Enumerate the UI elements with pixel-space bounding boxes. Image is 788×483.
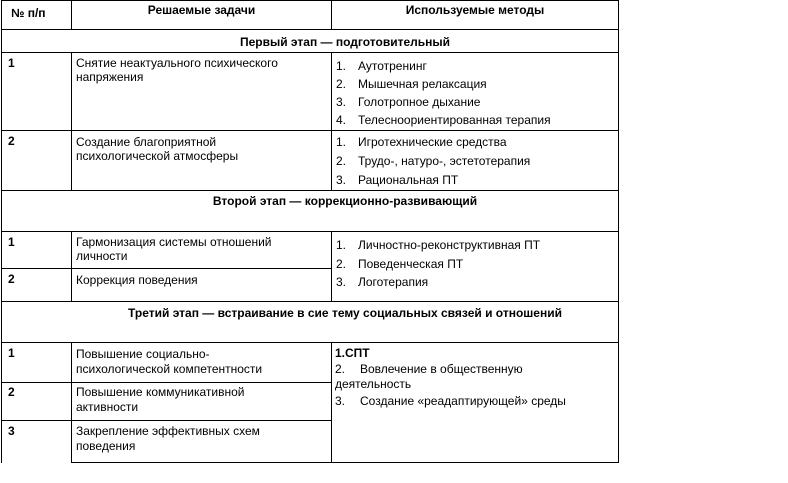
method-number: 1. [336,135,347,149]
method-item: Вовлечение в общественную [360,362,523,376]
row-number: 2 [8,385,15,399]
task-text: поведения [76,439,136,453]
method-number: 3. [336,275,347,289]
method-number: 2. [336,77,347,91]
method-item: 1.СПТ [335,346,370,360]
table-border [331,231,332,302]
task-text: Гармонизация системы отношений [76,235,272,249]
table-border [1,268,331,269]
method-number: 2. [336,257,347,271]
row-number: 3 [8,424,15,438]
task-text: Коррекция поведения [76,273,198,287]
table-border [71,52,72,191]
method-item: Логотерапия [358,275,429,289]
task-text: психологической компетентности [76,362,263,376]
method-item: деятельность [335,377,412,391]
method-number: 3. [336,95,347,109]
method-number: 2. [335,362,346,376]
table-border [1,130,619,131]
task-text: Повышение коммуникативной [76,385,245,399]
table-border [1,29,619,30]
method-number: 1. [336,238,347,252]
row-number: 1 [8,56,15,70]
method-number: 3. [336,173,347,187]
table-border [1,190,619,191]
table-border [331,342,332,463]
row-number: 1 [8,235,15,249]
task-text: Снятие неактуального психического [76,56,278,70]
method-item: Голотропное дыхание [358,95,481,109]
table-border [1,0,619,1]
method-number: 2. [336,154,347,168]
table-border [1,0,2,463]
table-border [1,342,619,343]
row-number: 2 [8,272,15,286]
task-text: психологической атмосферы [76,149,239,163]
table-border [1,301,619,302]
task-text: Создание благоприятной [76,135,217,149]
header-methods: Используемые методы [405,3,545,17]
table-border [1,382,331,383]
stage-title: Первый этап — подготовительный [239,35,451,49]
method-item: Мышечная релаксация [358,77,487,91]
method-item: Создание «реадаптирующей» среды [360,394,566,408]
header-num: № п/п [11,6,46,20]
task-text: Закрепление эффективных схем [76,424,260,438]
method-item: Телесноориентированная терапия [358,113,551,127]
table-border [71,462,619,463]
row-number: 1 [8,346,15,360]
table-border [1,420,331,421]
method-number: 4. [336,113,347,127]
method-item: Рациональная ПТ [358,173,459,187]
method-item: Трудо-, натуро-, эстетотерапия [358,154,531,168]
table-border [71,342,72,463]
task-text: личности [76,249,128,263]
method-item: Игротехнические средства [358,135,507,149]
table-border [71,231,72,302]
header-tasks: Решаемые задачи [147,3,256,17]
table-border [618,0,619,463]
method-number: 3. [335,394,346,408]
stage-title: Третий этап — встраивание в сие тему социальных связей и отношений [128,306,562,320]
task-text: Повышение социально- [76,347,210,361]
method-number: 1. [336,59,347,73]
method-item: Аутотренинг [358,59,427,73]
method-item: Поведенческая ПТ [358,257,464,271]
row-number: 2 [8,134,15,148]
method-item: Личностно-реконструктивная ПТ [358,238,541,252]
table-border [1,52,619,53]
table-border [1,231,619,232]
stage-title: Второй этап — коррекционно-развивающий [212,194,478,208]
table-border [331,52,332,191]
task-text: активности [76,400,139,414]
task-text: напряжения [76,70,144,84]
